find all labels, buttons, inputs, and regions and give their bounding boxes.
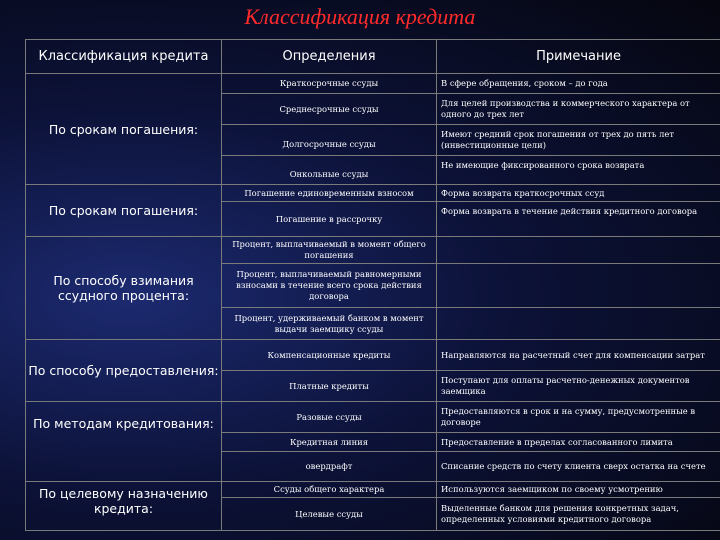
definition-cell: Кредитная линия (222, 433, 437, 452)
definition-cell: Целевые ссуды (222, 498, 437, 531)
note-cell: Предоставление в пределах согласованного лимита (437, 433, 720, 452)
definition-cell: Платные кредиты (222, 371, 437, 402)
note-cell: Не имеющие фиксированного срока возврата (437, 156, 720, 185)
note-cell: Используются заемщиком по своему усмотрению (437, 482, 720, 498)
note-cell (437, 237, 720, 264)
header-row (26, 40, 720, 74)
note-cell: Форма возврата в течение действия кредитного договора (437, 202, 720, 237)
definition-cell: Онкольные ссуды (222, 156, 437, 185)
note-cell (437, 308, 720, 340)
slide-title: Классификация кредита (244, 4, 476, 29)
definition-cell: Компенсационные кредиты (222, 340, 437, 371)
header-definitions: Определения (222, 40, 437, 74)
note-cell: Предоставляются в срок и на сумму, предусмотренные в договоре (437, 402, 720, 433)
table-row (26, 340, 720, 371)
category-term-1: По срокам погашения: (26, 74, 222, 185)
category-method: По методам кредитования: (26, 402, 222, 482)
category-provision: По способу предоставления: (26, 340, 222, 402)
definition-cell: овердрафт (222, 452, 437, 482)
definition-cell: Ссуды общего характера (222, 482, 437, 498)
note-cell: Для целей производства и коммерческого характера от одного до трех лет (437, 94, 720, 125)
table-row (26, 237, 720, 264)
category-purpose: По целевому назначению кредита: (26, 482, 222, 531)
note-cell: Имеют средний срок погашения от трех до пять лет (инвестиционные цели) (437, 125, 720, 156)
definition-cell: Краткосрочные ссуды (222, 74, 437, 94)
table-row (26, 482, 720, 498)
table-row (26, 185, 720, 202)
note-cell: Списание средств по счету клиента сверх остатка на счете (437, 452, 720, 482)
definition-cell: Погашение в рассрочку (222, 202, 437, 237)
definition-cell: Процент, выплачиваемый равномерными взносами в течение всего срока действия договора (222, 264, 437, 308)
definition-cell: Процент, удерживаемый банком в момент выдачи заемщику ссуды (222, 308, 437, 340)
definition-cell: Погашение единовременным взносом (222, 185, 437, 202)
note-cell: Направляются на расчетный счет для компенсации затрат (437, 340, 720, 371)
table-row (26, 402, 720, 433)
note-cell: Форма возврата краткосрочных ссуд (437, 185, 720, 202)
definition-cell: Долгосрочные ссуды (222, 125, 437, 156)
header-classification: Классификация кредита (26, 40, 222, 74)
classification-table (25, 39, 720, 531)
definition-cell: Процент, выплачиваемый в момент общего погашения (222, 237, 437, 264)
note-cell: В сфере обращения, сроком – до года (437, 74, 720, 94)
definition-cell: Среднесрочные ссуды (222, 94, 437, 125)
note-cell: Выделенные банком для решения конкретных задач, определенных условиями кредитного договора (437, 498, 720, 531)
table-row (26, 74, 720, 94)
category-term-2: По срокам погашения: (26, 185, 222, 237)
definition-cell: Разовые ссуды (222, 402, 437, 433)
header-note: Примечание (437, 40, 720, 74)
category-interest: По способу взимания ссудного процента: (26, 237, 222, 340)
note-cell (437, 264, 720, 308)
note-cell: Поступают для оплаты расчетно-денежных документов заемщика (437, 371, 720, 402)
